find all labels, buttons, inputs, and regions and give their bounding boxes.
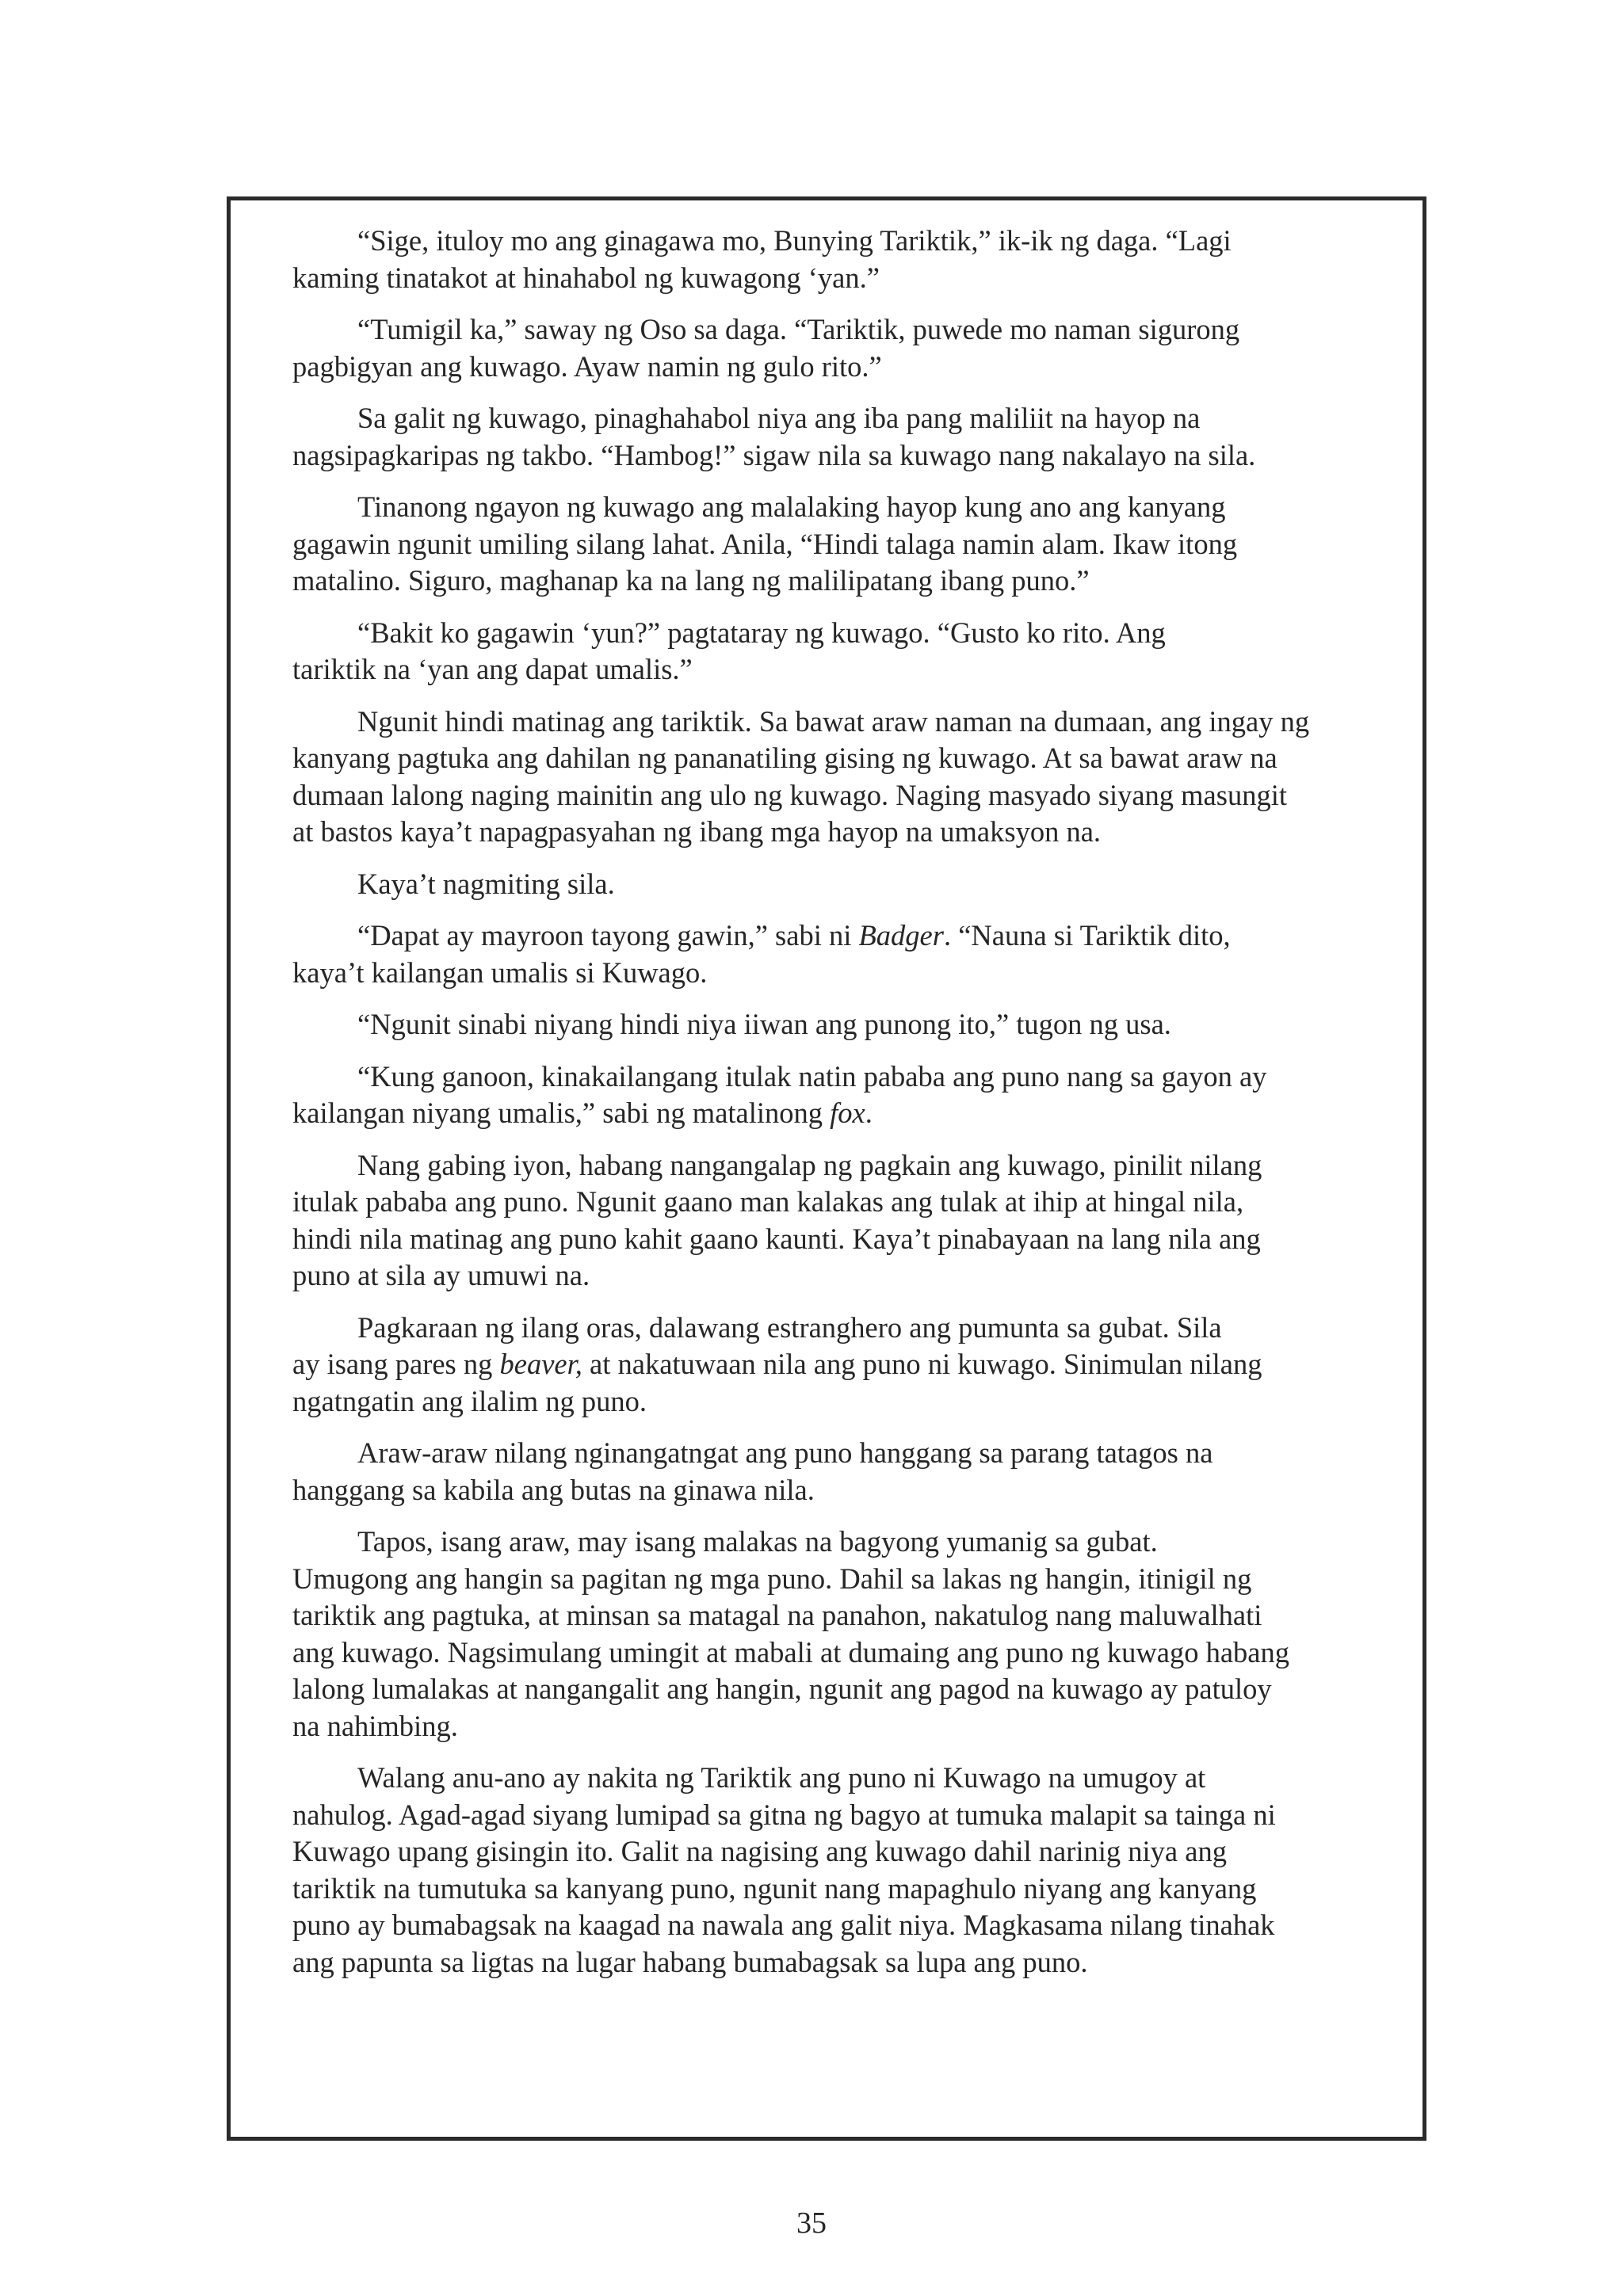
- text-run: hindi nila matinag ang puno kahit gaano kaunti. Kaya’t pinabayaan na lang nila ang: [292, 1222, 1261, 1255]
- story-paragraph: [292, 866, 1343, 903]
- story-paragraph: [292, 311, 1343, 385]
- text-run: “Sige, ituloy mo ang ginagawa mo, Bunying Tariktik,” ik-ik ng daga. “Lagi: [357, 224, 1232, 257]
- text-run: hanggang sa kabila ang butas na ginawa nila.: [292, 1473, 815, 1506]
- story-paragraph: [292, 1058, 1343, 1132]
- text-run: tariktik ang pagtuka, at minsan sa matagal na panahon, nakatulog nang maluwalhati: [292, 1599, 1262, 1631]
- story-paragraph: [292, 1435, 1343, 1508]
- text-run: Nang gabing iyon, habang nangangalap ng pagkain ang kuwago, pinilit nilang: [357, 1148, 1262, 1181]
- text-run: dumaan lalong naging mainitin ang ulo ng kuwago. Naging masyado siyang masungit: [292, 778, 1287, 811]
- italic-term: Badger: [858, 919, 944, 952]
- text-run: lalong lumalakas at nangangalit ang hangin, ngunit ang pagod na kuwago ay patuloy: [292, 1672, 1272, 1705]
- text-run: nahulog. Agad-agad siyang lumipad sa gitna ng bagyo at tumuka malapit sa tainga ni: [292, 1798, 1276, 1831]
- text-run: puno ay bumabagsak na kaagad na nawala ang galit niya. Magkasama nilang tinahak: [292, 1909, 1275, 1941]
- text-run: Sa galit ng kuwago, pinaghahabol niya ang iba pang maliliit na hayop na: [357, 402, 1201, 434]
- text-run: nagsipagkaripas ng takbo. “Hambog!” sigaw nila sa kuwago nang nakalayo na sila.: [292, 438, 1256, 471]
- text-run: at bastos kaya’t napagpasyahan ng ibang mga hayop na umaksyon na.: [292, 815, 1102, 848]
- text-run: “Dapat ay mayroon tayong gawin,” sabi ni: [357, 919, 859, 952]
- italic-term: beaver,: [499, 1348, 582, 1380]
- italic-term: fox: [830, 1097, 865, 1129]
- text-run: kailangan niyang umalis,” sabi ng matalinong: [292, 1097, 831, 1129]
- story-paragraph: [292, 1524, 1343, 1745]
- text-run: at nakatuwaan nila ang puno ni kuwago. Sinimulan nilang: [582, 1348, 1262, 1380]
- text-run: pagbigyan ang kuwago. Ayaw namin ng gulo rito.”: [292, 349, 882, 383]
- page-number: 35: [796, 2206, 827, 2240]
- text-run: kanyang pagtuka ang dahilan ng pananatiling gising ng kuwago. At sa bawat araw na: [292, 742, 1277, 774]
- text-run: kaming tinatakot at hinahabol ng kuwagong ‘yan.”: [292, 261, 880, 294]
- text-run: . “Nauna si Tariktik dito,: [943, 919, 1231, 952]
- story-paragraph: [292, 223, 1343, 296]
- text-run: puno at sila ay umuwi na.: [292, 1259, 590, 1291]
- text-run: tariktik na ‘yan ang dapat umalis.”: [292, 653, 693, 685]
- text-run: Kaya’t nagmiting sila.: [357, 867, 615, 900]
- story-paragraph: [292, 917, 1343, 991]
- story-paragraph: [292, 489, 1343, 600]
- text-run: Tinanong ngayon ng kuwago ang malalaking hayop kung ano ang kanyang: [357, 490, 1226, 523]
- story-paragraph: [292, 400, 1343, 474]
- text-run: .: [865, 1097, 873, 1129]
- text-run: Ngunit hindi matinag ang tariktik. Sa bawat araw naman na dumaan, ang ingay ng: [357, 704, 1310, 738]
- story-text-frame: [227, 196, 1426, 2141]
- text-run: Araw-araw nilang nginangatngat ang puno hanggang sa parang tatagos na: [357, 1436, 1213, 1469]
- story-body: [292, 223, 1343, 1981]
- story-paragraph: [292, 1310, 1343, 1421]
- story-paragraph: [292, 615, 1343, 688]
- text-run: ang kuwago. Nagsimulang umingit at mabali at dumaing ang puno ng kuwago habang: [292, 1635, 1289, 1669]
- text-run: ang papunta sa ligtas na lugar habang bumabagsak sa lupa ang puno.: [292, 1945, 1088, 1978]
- text-run: Tapos, isang araw, may isang malakas na bagyong yumanig sa gubat.: [357, 1525, 1158, 1558]
- text-run: tariktik na tumutuka sa kanyang puno, ngunit nang mapaghulo niyang ang kanyang: [292, 1871, 1257, 1905]
- text-run: “Bakit ko gagawin ‘yun?” pagtataray ng kuwago. “Gusto ko rito. Ang: [357, 616, 1166, 649]
- text-run: kaya’t kailangan umalis si Kuwago.: [292, 955, 708, 989]
- text-run: Pagkaraan ng ilang oras, dalawang estranghero ang pumunta sa gubat. Sila: [357, 1310, 1222, 1344]
- text-run: Walang anu-ano ay nakita ng Tariktik ang puno ni Kuwago na umugoy at: [357, 1761, 1206, 1794]
- story-paragraph: [292, 1147, 1343, 1295]
- text-run: na nahimbing.: [292, 1709, 458, 1742]
- text-run: ngatngatin ang ilalim ng puno.: [292, 1384, 647, 1417]
- text-run: Kuwago upang gisingin ito. Galit na nagising ang kuwago dahil narinig niya ang: [292, 1835, 1227, 1867]
- text-run: matalino. Siguro, maghanap ka na lang ng malilipatang ibang puno.”: [292, 564, 1090, 597]
- text-run: itulak pababa ang puno. Ngunit gaano man kalakas ang tulak at ihip at hingal nila,: [292, 1185, 1244, 1218]
- text-run: “Ngunit sinabi niyang hindi niya iiwan ang punong ito,” tugon ng usa.: [357, 1008, 1171, 1040]
- text-run: ay isang pares ng: [292, 1348, 500, 1380]
- story-paragraph: [292, 1006, 1343, 1043]
- story-paragraph: [292, 1760, 1343, 1981]
- text-run: Umugong ang hangin sa pagitan ng mga puno. Dahil sa lakas ng hangin, itinigil ng: [292, 1562, 1252, 1595]
- text-run: “Kung ganoon, kinakailangang itulak natin pababa ang puno nang sa gayon ay: [357, 1059, 1267, 1093]
- story-paragraph: [292, 704, 1343, 851]
- text-run: gagawin ngunit umiling silang lahat. Anila, “Hindi talaga namin alam. Ikaw itong: [292, 527, 1238, 560]
- text-run: “Tumigil ka,” saway ng Oso sa daga. “Tariktik, puwede mo naman sigurong: [357, 313, 1240, 345]
